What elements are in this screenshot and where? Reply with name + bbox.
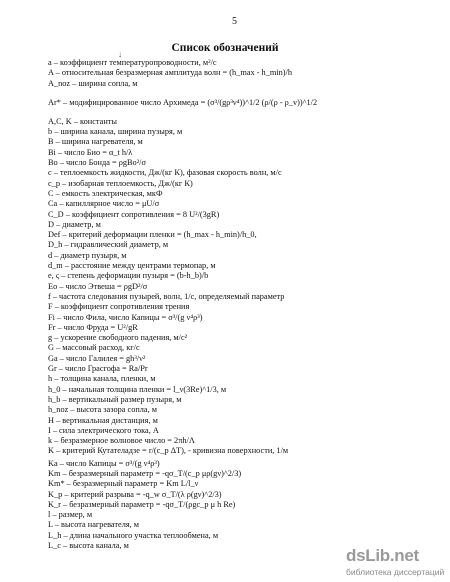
notation-entry: Fi – число Фила, число Капицы = σ³/(g ν⁴ρ³)	[48, 312, 203, 322]
notation-entry: d_m – расстояние между центрами термопар, м	[48, 261, 216, 271]
notation-entry: Fr – число Фруда = U²/gR	[48, 322, 138, 332]
notation-entry: Km* – безразмерный параметр = Km L/l_ν	[48, 479, 199, 489]
notation-entry: C – емкость электрическая, мкФ	[48, 188, 163, 198]
notation-entry: Ca – капиллярное число = μU/σ	[48, 199, 160, 209]
notation-entry: Ka – число Капицы = σ³/(g ν⁴ρ³)	[48, 458, 160, 468]
notation-entry: I – сила электрического тока, А	[48, 425, 159, 435]
notation-entry: l – размер, м	[48, 510, 93, 520]
notation-entry: Ga – число Галилея = gh³/ν²	[48, 353, 146, 363]
notation-entry: Def – критерий деформации пленки = (h_max - h_min)/h_0,	[48, 230, 257, 240]
notation-entry: a – коэффициент температуропроводности, м²/с	[48, 58, 217, 67]
notation-entry: B – ширина нагревателя, м	[48, 137, 143, 147]
notation-entry: h_noz – высота зазора сопла, м	[48, 405, 158, 415]
notation-entry: Eo – число Этвеша = ρgD²/σ	[48, 281, 148, 291]
notation-entry: A,C, K – константы	[48, 116, 117, 126]
notation-entry: k – безразмерное волновое число = 2πh/Λ	[48, 436, 195, 446]
watermark	[346, 546, 446, 580]
notation-entry: c – теплоемкость жидкости, Дж/(кг К), фазовая скорость волн, м/с	[48, 168, 282, 178]
notation-entry: Bi – число Био = α_t h/λ	[48, 147, 133, 157]
notation-entry: b – ширина канала, ширина пузыря, м	[48, 127, 183, 137]
notation-entry: Bo – число Бонда = ρgBo²/σ	[48, 158, 146, 168]
notation-entry: Km – безразмерный параметр = -qσ_T/(c_p μρ(gν)^2/3)	[48, 468, 242, 478]
notation-entry: Gr – число Грасгофа = Ra/Pr	[48, 364, 148, 374]
notation-entry: H – вертикальная дистанция, м	[48, 415, 158, 425]
watermark-logo: dsLib.net	[346, 546, 419, 565]
notation-entry: D_h – гидравлический диаметр, м	[48, 240, 169, 250]
notation-entry: K_r – безразмерный параметр = -qσ_T/(ρgc_p μ h Re)	[48, 499, 236, 509]
notation-entry: h_0 – начальная толщина пленки = l_ν(3Re)^1/3, м	[48, 384, 227, 394]
notation-entry: e, ς – степень деформации пузыря = (b-h_b)/b	[48, 271, 209, 281]
document-title: Список обозначений	[171, 42, 279, 54]
page-number: 5	[232, 16, 237, 27]
notation-entry: g – ускорение свободного падения, м/с²	[48, 333, 188, 343]
notation-entry: A – относительная безразмерная амплитуда волн = (h_max - h_min)/h	[48, 68, 292, 78]
notation-entry: f – частота следования пузырей, волн, 1/с, определяемый параметр	[48, 291, 285, 301]
tick-mark: ↓	[118, 50, 122, 59]
notation-entry: L_h – длина начального участка теплообмена, м	[48, 530, 219, 540]
notation-entry: G – массовый расход, кг/с	[48, 343, 140, 353]
notation-entry: K_p – критерий разрыва = -q_w σ_T/(λ ρ(gν)^2/3)	[48, 489, 222, 499]
notation-entry: L – высота нагревателя, м	[48, 520, 140, 530]
notation-entry: L_c – высота канала, м	[48, 541, 129, 551]
notation-entry: K – критерий Кутателадзе = r/(c_p ΔT), - кривизна поверхности, 1/м	[48, 446, 289, 456]
notation-entry: A_noz – ширина сопла, м	[48, 78, 138, 88]
notation-entry: C_D – коэффициент сопротивления = 8 U²/(3gR)	[48, 209, 220, 219]
notation-entry: D – диаметр, м	[48, 219, 101, 229]
notation-entry: h – толщина канала, пленки, м	[48, 374, 156, 384]
watermark-subtitle: библиотека диссертаций	[346, 567, 445, 577]
notation-entry: Ar* – модифицированное число Архимеда = (σ³/(gρ³ν⁴))^1/2 (ρ/(ρ - ρ_v))^1/2	[48, 97, 318, 107]
notation-entry: h_b – вертикальный размер пузыря, м	[48, 394, 182, 404]
notation-entry: c_p – изобарная теплоемкость, Дж/(кг К)	[48, 178, 193, 188]
notation-list	[48, 58, 428, 551]
notation-entry: d – диаметр пузыря, м	[48, 250, 127, 260]
notation-entry: F – коэффициент сопротивления трения	[48, 302, 190, 312]
